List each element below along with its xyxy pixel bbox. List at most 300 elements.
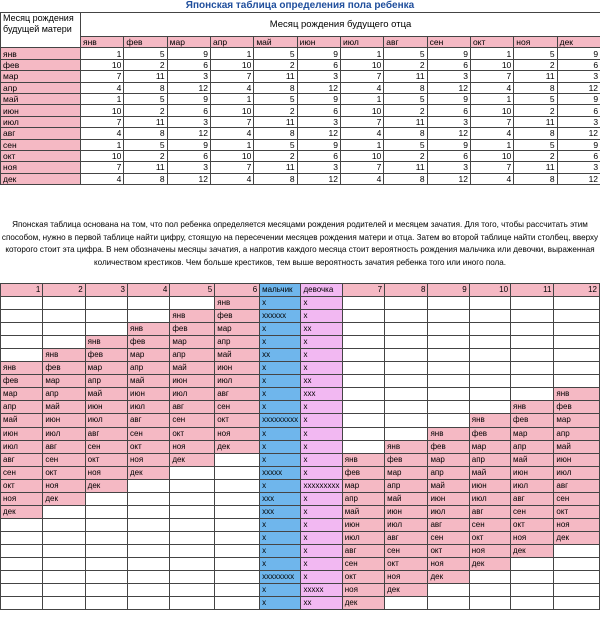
girl-probability-cell: xx (301, 597, 342, 610)
table-cell: 3 (557, 162, 600, 173)
conception-month-cell: май (127, 375, 169, 388)
table-cell: 11 (124, 71, 167, 82)
table-cell: 6 (557, 150, 600, 161)
conception-month-cell: фев (342, 466, 384, 479)
conception-month-cell: окт (342, 571, 384, 584)
table-row (1, 349, 600, 362)
conception-month-cell: янв (342, 453, 384, 466)
conception-month-cell: июл (469, 492, 510, 505)
table-cell: 9 (557, 48, 600, 59)
table-cell: 12 (167, 173, 210, 184)
table2-header-row (1, 284, 600, 297)
conception-month-cell (511, 297, 554, 310)
conception-month-cell (170, 597, 215, 610)
conception-month-cell: апр (469, 453, 510, 466)
conception-month-cell (342, 414, 384, 427)
conception-month-cell (170, 571, 215, 584)
table-cell: 1 (210, 48, 253, 59)
conception-month-cell: май (342, 505, 384, 518)
girl-probability-cell: x (301, 349, 342, 362)
table-row (1, 531, 600, 544)
table-cell: 5 (384, 48, 427, 59)
conception-month-cell (428, 336, 469, 349)
conception-month-cell: фев (170, 323, 215, 336)
column-number-header: 12 (554, 284, 600, 297)
conception-month-cell: сен (85, 440, 127, 453)
table-row (1, 82, 600, 93)
girl-probability-cell: x (301, 336, 342, 349)
table-cell: 3 (427, 162, 470, 173)
conception-month-cell (554, 349, 600, 362)
conception-month-cell: мар (428, 453, 469, 466)
conception-month-cell (170, 544, 215, 557)
conception-month-table (0, 283, 600, 610)
conception-month-cell: авг (1, 453, 43, 466)
conception-month-cell: окт (127, 440, 169, 453)
conception-month-cell: мар (1, 388, 43, 401)
table-cell: 8 (514, 82, 557, 93)
conception-month-cell: янв (469, 414, 510, 427)
conception-month-cell (170, 584, 215, 597)
conception-month-cell (511, 310, 554, 323)
table-cell: 7 (81, 71, 124, 82)
conception-month-cell: янв (170, 310, 215, 323)
conception-month-cell (127, 597, 169, 610)
table-row (1, 336, 600, 349)
girl-probability-cell: x (301, 557, 342, 570)
parents-month-table (0, 12, 600, 185)
conception-month-cell (43, 310, 85, 323)
conception-month-cell (215, 492, 260, 505)
conception-month-cell: июн (428, 492, 469, 505)
conception-month-cell: дек (469, 557, 510, 570)
table-cell: 6 (297, 105, 340, 116)
table-cell: 2 (514, 150, 557, 161)
table-cell: 8 (514, 173, 557, 184)
conception-month-cell: фев (85, 349, 127, 362)
conception-month-cell (43, 557, 85, 570)
mother-month-cell: май (1, 93, 81, 104)
conception-month-cell: май (85, 388, 127, 401)
table-cell: 11 (254, 162, 297, 173)
conception-month-cell (385, 427, 428, 440)
conception-month-cell (385, 297, 428, 310)
mother-month-cell: фев (1, 59, 81, 70)
conception-month-cell (43, 531, 85, 544)
conception-month-cell: июл (342, 531, 384, 544)
table-cell: 2 (384, 59, 427, 70)
boy-probability-cell: x (260, 518, 301, 531)
table-cell: 6 (557, 105, 600, 116)
boy-probability-cell: x (260, 531, 301, 544)
girl-header: девочка (301, 284, 342, 297)
conception-month-cell: окт (511, 518, 554, 531)
table-cell: 8 (254, 173, 297, 184)
table-cell: 5 (254, 48, 297, 59)
conception-month-cell (43, 336, 85, 349)
conception-month-cell: фев (43, 362, 85, 375)
table-cell: 9 (297, 93, 340, 104)
conception-month-cell: июл (170, 388, 215, 401)
table-cell: 8 (254, 82, 297, 93)
conception-month-cell (469, 375, 510, 388)
table-cell: 9 (167, 93, 210, 104)
conception-month-cell (85, 492, 127, 505)
conception-month-cell: апр (85, 375, 127, 388)
conception-month-cell: май (511, 453, 554, 466)
table-cell: 4 (340, 173, 383, 184)
boy-probability-cell: x (260, 597, 301, 610)
table-cell: 10 (470, 105, 513, 116)
conception-month-cell: июл (554, 466, 600, 479)
conception-month-cell (85, 557, 127, 570)
table-row (1, 453, 600, 466)
conception-month-cell (511, 323, 554, 336)
table-cell: 12 (427, 82, 470, 93)
conception-month-cell: окт (428, 544, 469, 557)
table-cell: 11 (254, 71, 297, 82)
conception-month-cell: май (170, 362, 215, 375)
table-cell: 10 (470, 150, 513, 161)
column-number-header: 10 (469, 284, 510, 297)
conception-month-cell (170, 557, 215, 570)
table-row (1, 544, 600, 557)
conception-month-cell: фев (127, 336, 169, 349)
table-row (1, 427, 600, 440)
girl-probability-cell: x (301, 297, 342, 310)
girl-probability-cell: x (301, 453, 342, 466)
conception-month-cell (43, 584, 85, 597)
conception-month-cell (469, 362, 510, 375)
table-row (1, 440, 600, 453)
conception-month-cell: авг (469, 505, 510, 518)
conception-month-cell: дек (85, 479, 127, 492)
table-cell: 10 (210, 150, 253, 161)
conception-month-cell: май (43, 401, 85, 414)
table-cell: 8 (384, 128, 427, 139)
conception-month-cell: окт (469, 531, 510, 544)
girl-probability-cell: x (301, 505, 342, 518)
table-cell: 2 (384, 105, 427, 116)
table-row (1, 414, 600, 427)
boy-probability-cell: x (260, 440, 301, 453)
conception-month-cell (127, 518, 169, 531)
conception-month-cell: май (428, 479, 469, 492)
conception-month-cell (1, 531, 43, 544)
conception-month-cell: апр (1, 401, 43, 414)
conception-month-cell: июл (127, 401, 169, 414)
conception-month-cell: авг (342, 544, 384, 557)
father-month-cell: янв (81, 37, 124, 48)
conception-month-cell (511, 336, 554, 349)
father-month-cell: июн (297, 37, 340, 48)
girl-probability-cell: x (301, 571, 342, 584)
father-month-cell: май (254, 37, 297, 48)
table-row (1, 584, 600, 597)
conception-month-cell: ноя (215, 427, 260, 440)
boy-probability-cell: x (260, 557, 301, 570)
conception-month-cell: ноя (1, 492, 43, 505)
table-cell: 4 (340, 128, 383, 139)
father-month-cell: сен (427, 37, 470, 48)
mother-month-header: Месяц рождения будущей матери (1, 13, 81, 48)
table-cell: 4 (470, 173, 513, 184)
conception-month-cell (1, 297, 43, 310)
conception-month-cell (1, 557, 43, 570)
conception-month-cell (554, 297, 600, 310)
boy-probability-cell: x (260, 453, 301, 466)
conception-month-cell (428, 362, 469, 375)
table-cell: 12 (427, 173, 470, 184)
conception-month-cell: июл (43, 427, 85, 440)
conception-month-cell (554, 310, 600, 323)
table-row (1, 297, 600, 310)
conception-month-cell (342, 427, 384, 440)
conception-month-cell: авг (170, 401, 215, 414)
conception-month-cell (342, 349, 384, 362)
conception-month-cell: июн (511, 466, 554, 479)
conception-month-cell (170, 479, 215, 492)
boy-probability-cell: x (260, 584, 301, 597)
table-cell: 11 (124, 162, 167, 173)
table-cell: 8 (384, 173, 427, 184)
conception-month-cell (554, 375, 600, 388)
conception-month-cell: дек (428, 571, 469, 584)
table-row (1, 173, 600, 184)
conception-month-cell: сен (342, 557, 384, 570)
girl-probability-cell: xxxxxxxxx (301, 479, 342, 492)
conception-month-cell: дек (511, 544, 554, 557)
conception-month-cell: дек (385, 584, 428, 597)
conception-month-cell: окт (85, 453, 127, 466)
conception-month-cell: ноя (385, 571, 428, 584)
table-cell: 3 (557, 116, 600, 127)
table-cell: 2 (124, 105, 167, 116)
conception-month-cell: фев (428, 440, 469, 453)
table-row (1, 597, 600, 610)
boy-probability-cell: xxxxxx (260, 310, 301, 323)
conception-month-cell (385, 401, 428, 414)
conception-month-cell: ноя (170, 440, 215, 453)
conception-month-cell: мар (511, 427, 554, 440)
conception-month-cell: мар (385, 466, 428, 479)
table-cell: 10 (340, 105, 383, 116)
table-row (1, 162, 600, 173)
conception-month-cell: ноя (127, 453, 169, 466)
table-cell: 9 (167, 48, 210, 59)
table-cell: 4 (470, 128, 513, 139)
conception-month-cell (85, 518, 127, 531)
conception-month-cell: апр (554, 427, 600, 440)
conception-month-cell (1, 544, 43, 557)
girl-probability-cell: x (301, 518, 342, 531)
table-cell: 10 (81, 150, 124, 161)
girl-probability-cell: xxxxx (301, 584, 342, 597)
girl-probability-cell: x (301, 531, 342, 544)
table-cell: 3 (427, 116, 470, 127)
conception-month-cell: мар (342, 479, 384, 492)
table-cell: 10 (210, 105, 253, 116)
table-row (1, 375, 600, 388)
conception-month-cell (342, 440, 384, 453)
table-cell: 1 (81, 48, 124, 59)
conception-month-cell (469, 310, 510, 323)
table-cell: 12 (297, 128, 340, 139)
table-row (1, 59, 600, 70)
table-row (1, 492, 600, 505)
table-cell: 5 (254, 139, 297, 150)
mother-month-cell: ноя (1, 162, 81, 173)
boy-probability-cell: xxxxxxxxx (260, 414, 301, 427)
conception-month-cell: апр (428, 466, 469, 479)
conception-month-cell (428, 388, 469, 401)
conception-month-cell: янв (428, 427, 469, 440)
conception-month-cell (554, 557, 600, 570)
mother-month-cell: авг (1, 128, 81, 139)
table-cell: 8 (254, 128, 297, 139)
conception-month-cell: апр (385, 479, 428, 492)
conception-month-cell: мар (43, 375, 85, 388)
conception-month-cell: фев (554, 401, 600, 414)
conception-month-cell (342, 323, 384, 336)
table-cell: 3 (167, 116, 210, 127)
conception-month-cell (511, 557, 554, 570)
conception-month-cell (511, 375, 554, 388)
conception-month-cell: ноя (85, 466, 127, 479)
table-cell: 3 (297, 71, 340, 82)
conception-month-cell: окт (170, 427, 215, 440)
table-row (1, 139, 600, 150)
table1-month-row (1, 37, 600, 48)
boy-probability-cell: xxx (260, 505, 301, 518)
table-cell: 5 (254, 93, 297, 104)
father-month-header: Месяц рождения будущего отца (81, 13, 600, 37)
conception-month-cell (554, 571, 600, 584)
conception-month-cell (43, 323, 85, 336)
conception-month-cell: фев (385, 453, 428, 466)
conception-month-cell (385, 362, 428, 375)
conception-month-cell (215, 584, 260, 597)
conception-month-cell (554, 597, 600, 610)
table-cell: 8 (514, 128, 557, 139)
conception-month-cell (215, 466, 260, 479)
table-cell: 5 (384, 93, 427, 104)
table-cell: 7 (81, 162, 124, 173)
table-cell: 2 (514, 59, 557, 70)
conception-month-cell: дек (127, 466, 169, 479)
girl-probability-cell: x (301, 414, 342, 427)
conception-month-cell (428, 584, 469, 597)
table-cell: 10 (340, 150, 383, 161)
table-cell: 7 (470, 116, 513, 127)
table-cell: 3 (167, 71, 210, 82)
conception-month-cell (554, 584, 600, 597)
table-cell: 4 (210, 82, 253, 93)
boy-probability-cell: x (260, 388, 301, 401)
table-cell: 12 (297, 82, 340, 93)
conception-month-cell: июл (85, 414, 127, 427)
conception-month-cell: апр (511, 440, 554, 453)
father-month-cell: окт (470, 37, 513, 48)
table-cell: 11 (384, 116, 427, 127)
table-cell: 5 (514, 139, 557, 150)
table-cell: 5 (514, 48, 557, 59)
conception-month-cell: дек (342, 597, 384, 610)
table-cell: 9 (427, 139, 470, 150)
conception-month-cell: июн (85, 401, 127, 414)
conception-month-cell (469, 597, 510, 610)
conception-month-cell: ноя (554, 518, 600, 531)
conception-month-cell: янв (43, 349, 85, 362)
conception-month-cell (85, 505, 127, 518)
conception-month-cell: ноя (511, 531, 554, 544)
boy-probability-cell: xxx (260, 492, 301, 505)
table-cell: 9 (297, 139, 340, 150)
conception-month-cell: июн (127, 388, 169, 401)
father-month-cell: авг (384, 37, 427, 48)
table-cell: 1 (470, 48, 513, 59)
column-number-header: 1 (1, 284, 43, 297)
conception-month-cell (215, 571, 260, 584)
girl-probability-cell: xxx (301, 388, 342, 401)
table-row (1, 505, 600, 518)
conception-month-cell: окт (215, 414, 260, 427)
girl-probability-cell: x (301, 440, 342, 453)
table-cell: 11 (384, 162, 427, 173)
conception-month-cell (469, 401, 510, 414)
conception-month-cell: сен (170, 414, 215, 427)
conception-month-cell (385, 310, 428, 323)
conception-month-cell: янв (127, 323, 169, 336)
conception-month-cell: апр (342, 492, 384, 505)
boy-probability-cell: x (260, 336, 301, 349)
conception-month-cell: сен (1, 466, 43, 479)
girl-probability-cell: xx (301, 375, 342, 388)
conception-month-cell (554, 362, 600, 375)
table-cell: 6 (557, 59, 600, 70)
conception-month-cell (127, 505, 169, 518)
table-cell: 2 (254, 150, 297, 161)
conception-month-cell (428, 349, 469, 362)
table-cell: 7 (340, 162, 383, 173)
conception-month-cell: авг (554, 479, 600, 492)
conception-month-cell: окт (43, 466, 85, 479)
boy-probability-cell: x (260, 479, 301, 492)
table-cell: 7 (210, 116, 253, 127)
conception-month-cell (428, 414, 469, 427)
boy-probability-cell: xx (260, 349, 301, 362)
table-cell: 11 (384, 71, 427, 82)
conception-month-cell: дек (554, 531, 600, 544)
girl-probability-cell: x (301, 544, 342, 557)
table-cell: 8 (384, 82, 427, 93)
conception-month-cell: авг (85, 427, 127, 440)
column-number-header: 3 (85, 284, 127, 297)
page-title: Японская таблица определения пола ребенка (185, 0, 415, 11)
conception-month-cell (85, 584, 127, 597)
conception-month-cell (1, 310, 43, 323)
table-cell: 12 (167, 128, 210, 139)
table-cell: 5 (124, 139, 167, 150)
table-cell: 6 (167, 59, 210, 70)
conception-month-cell (1, 571, 43, 584)
table-cell: 10 (81, 105, 124, 116)
table-cell: 8 (124, 82, 167, 93)
table-cell: 1 (81, 93, 124, 104)
table-cell: 11 (124, 116, 167, 127)
conception-month-cell (127, 479, 169, 492)
conception-month-cell: сен (385, 544, 428, 557)
